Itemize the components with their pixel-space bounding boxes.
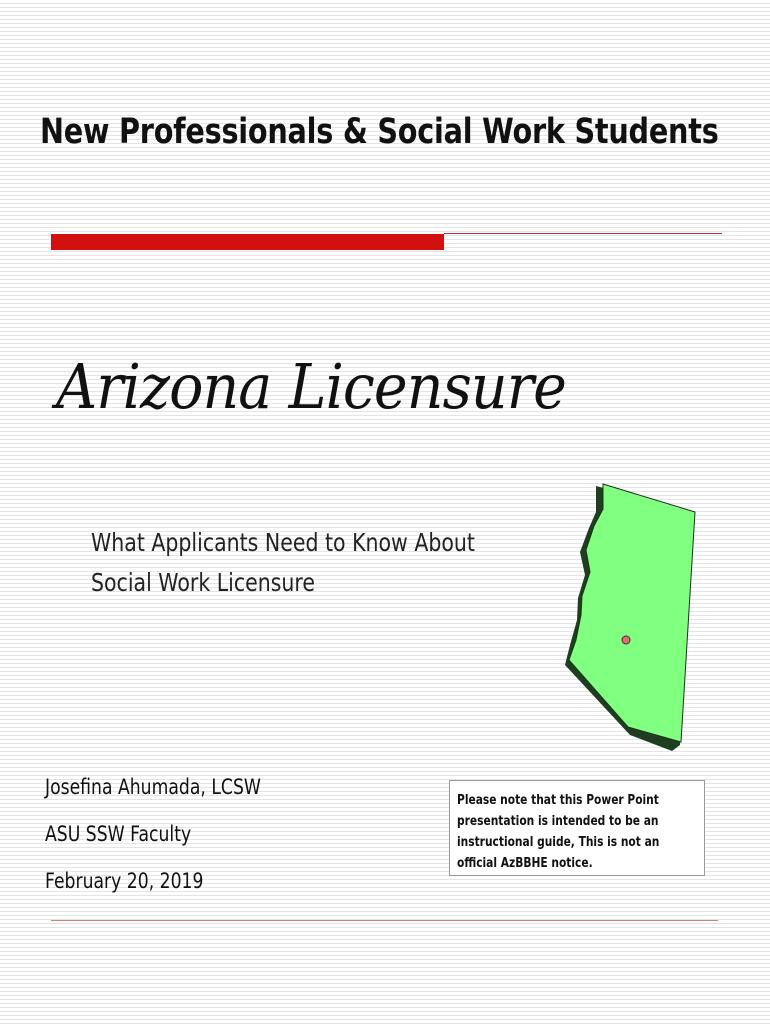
subtitle-line: What Applicants Need to Know About xyxy=(91,528,475,557)
subtitle-line: Social Work Licensure xyxy=(91,568,315,597)
disclaimer-text: Please note that this Power Point presentation is intended to be an instructional guide, This is not an official AzBBHE notice. xyxy=(457,793,660,871)
author-name: Josefina Ahumada, LCSW xyxy=(45,775,261,799)
arizona-map-icon xyxy=(548,478,708,758)
presentation-date: February 20, 2019 xyxy=(45,869,204,893)
slide-headline: New Professionals & Social Work Students xyxy=(40,112,719,152)
slide-subtitle xyxy=(91,523,475,603)
red-accent-bar xyxy=(51,234,444,250)
slide-title: Arizona Licensure xyxy=(56,350,566,423)
city-marker-icon xyxy=(622,636,630,644)
author-block xyxy=(45,771,261,912)
map-face xyxy=(569,484,695,742)
red-accent-rule xyxy=(444,233,722,234)
bottom-divider xyxy=(51,920,718,921)
author-affiliation: ASU SSW Faculty xyxy=(45,822,192,846)
disclaimer-box xyxy=(449,780,705,876)
